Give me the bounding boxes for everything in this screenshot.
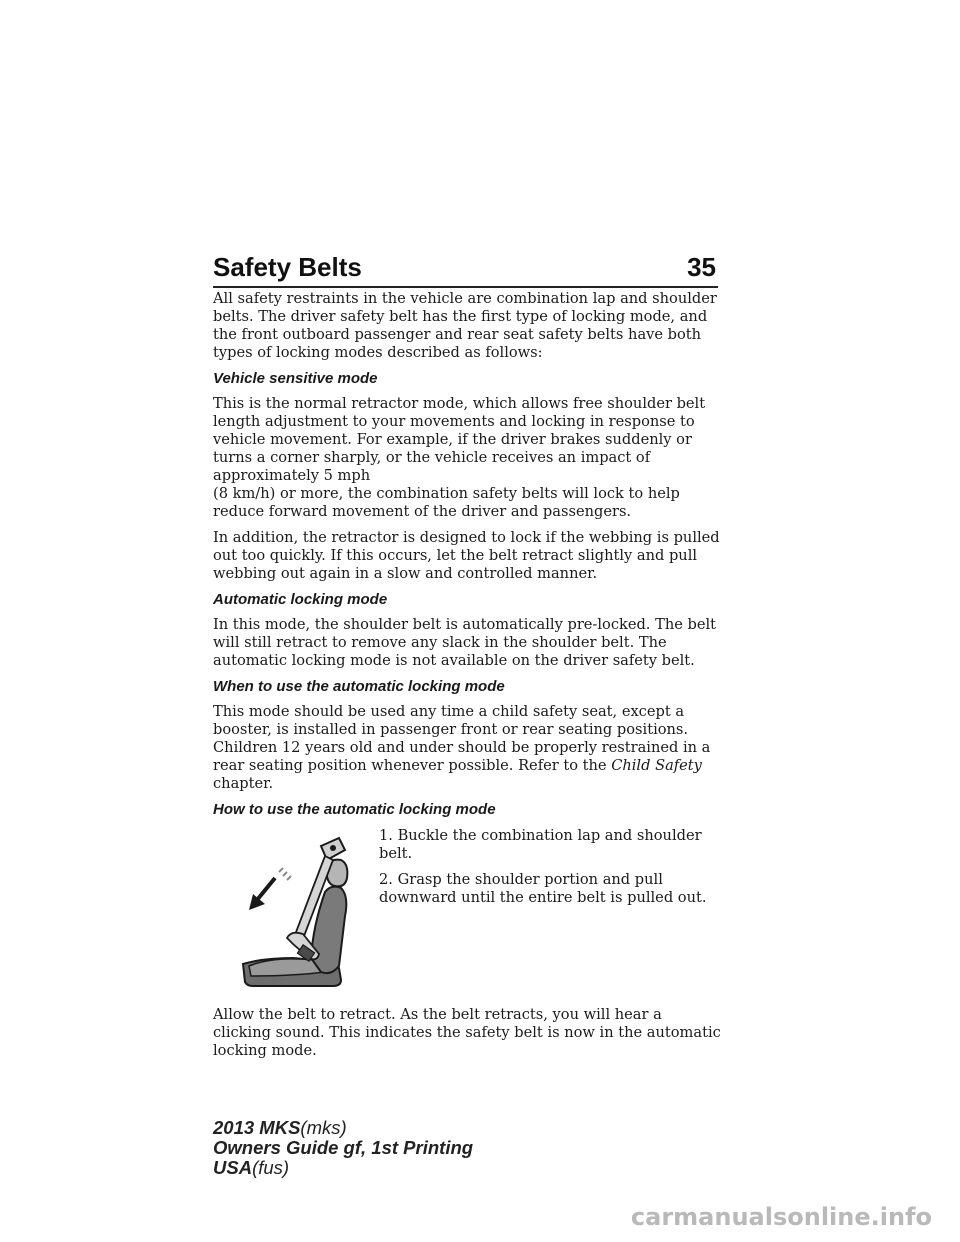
- vs-p1-part1: This is the normal retractor mode, which allows free shoulder belt length adjustment to your movements and locking in response to vehicle movement. For example, if the driver brakes suddenly or turns a corner sharply, or the vehicle receives an impact of approximately 5 mph: [213, 395, 706, 484]
- intro-paragraph: All safety restraints in the vehicle are combination lap and shoulder belts. The driver safety belt has the first type of locking mode, and the front outboard passenger and rear seat safety belts have both types of locking modes described as follows:: [213, 290, 717, 361]
- heading-how-to-use: How to use the automatic locking mode: [213, 801, 496, 818]
- page-header: [213, 252, 716, 283]
- how-to-use-steps: [379, 826, 719, 915]
- vs-p1-part3: or more, the combination safety belts will lock to help reduce forward movement of the driver and passengers.: [213, 485, 680, 520]
- footer-region: USA: [213, 1157, 253, 1178]
- when-to-use-paragraph: [213, 703, 723, 793]
- section-title: Safety Belts: [213, 252, 362, 282]
- heading-when-to-use: When to use the automatic locking mode: [213, 678, 505, 695]
- vs-p1-speed: (8 km/h): [213, 485, 276, 502]
- document-footer: [213, 1118, 473, 1178]
- vehicle-sensitive-paragraph-2: In addition, the retractor is designed to lock if the webbing is pulled out too quickly. If this occurs, let the belt retract slightly and pull webbing out again in a slow and controlled manner.: [213, 529, 720, 582]
- site-watermark: carmanualsonline.info: [630, 1203, 932, 1231]
- header-divider: [213, 286, 718, 288]
- automatic-locking-paragraph: In this mode, the shoulder belt is automatically pre-locked. The belt will still retract to remove any slack in the shoulder belt. The automatic locking mode is not available on the driver safety belt.: [213, 616, 717, 669]
- heading-automatic-locking-mode: Automatic locking mode: [213, 591, 388, 608]
- when-to-use-text-end: chapter.: [213, 775, 274, 792]
- footer-region-code: (fus): [252, 1157, 290, 1178]
- closing-paragraph: Allow the belt to retract. As the belt retracts, you will hear a clicking sound. This indicates the safety belt is now in the automatic locking mode.: [213, 1006, 721, 1059]
- step-2: 2. Grasp the shoulder portion and pull downward until the entire belt is pulled out.: [379, 871, 707, 906]
- step-1: 1. Buckle the combination lap and shoulder belt.: [379, 827, 702, 862]
- when-to-use-text: This mode should be used any time a child safety seat, except a booster, is installed in passenger front or rear seating positions. Children 12 years old and under should be properly restrained in a rear seating position whenever possible. Refer to the: [213, 703, 711, 774]
- heading-vehicle-sensitive-mode: Vehicle sensitive mode: [213, 370, 378, 387]
- footer-model: 2013 MKS: [213, 1117, 301, 1138]
- page-body: [213, 290, 723, 1068]
- footer-line-1: [213, 1118, 473, 1138]
- vehicle-sensitive-paragraph-1: [213, 395, 723, 521]
- page-number: 35: [687, 252, 716, 282]
- footer-line-3: [213, 1158, 473, 1178]
- child-safety-reference: Child Safety: [611, 757, 702, 774]
- seat-belt-illustration-icon: [213, 826, 375, 992]
- how-to-use-figure-row: [213, 826, 723, 992]
- footer-line-2: Owners Guide gf, 1st Printing: [213, 1137, 474, 1158]
- footer-model-code: (mks): [300, 1117, 347, 1138]
